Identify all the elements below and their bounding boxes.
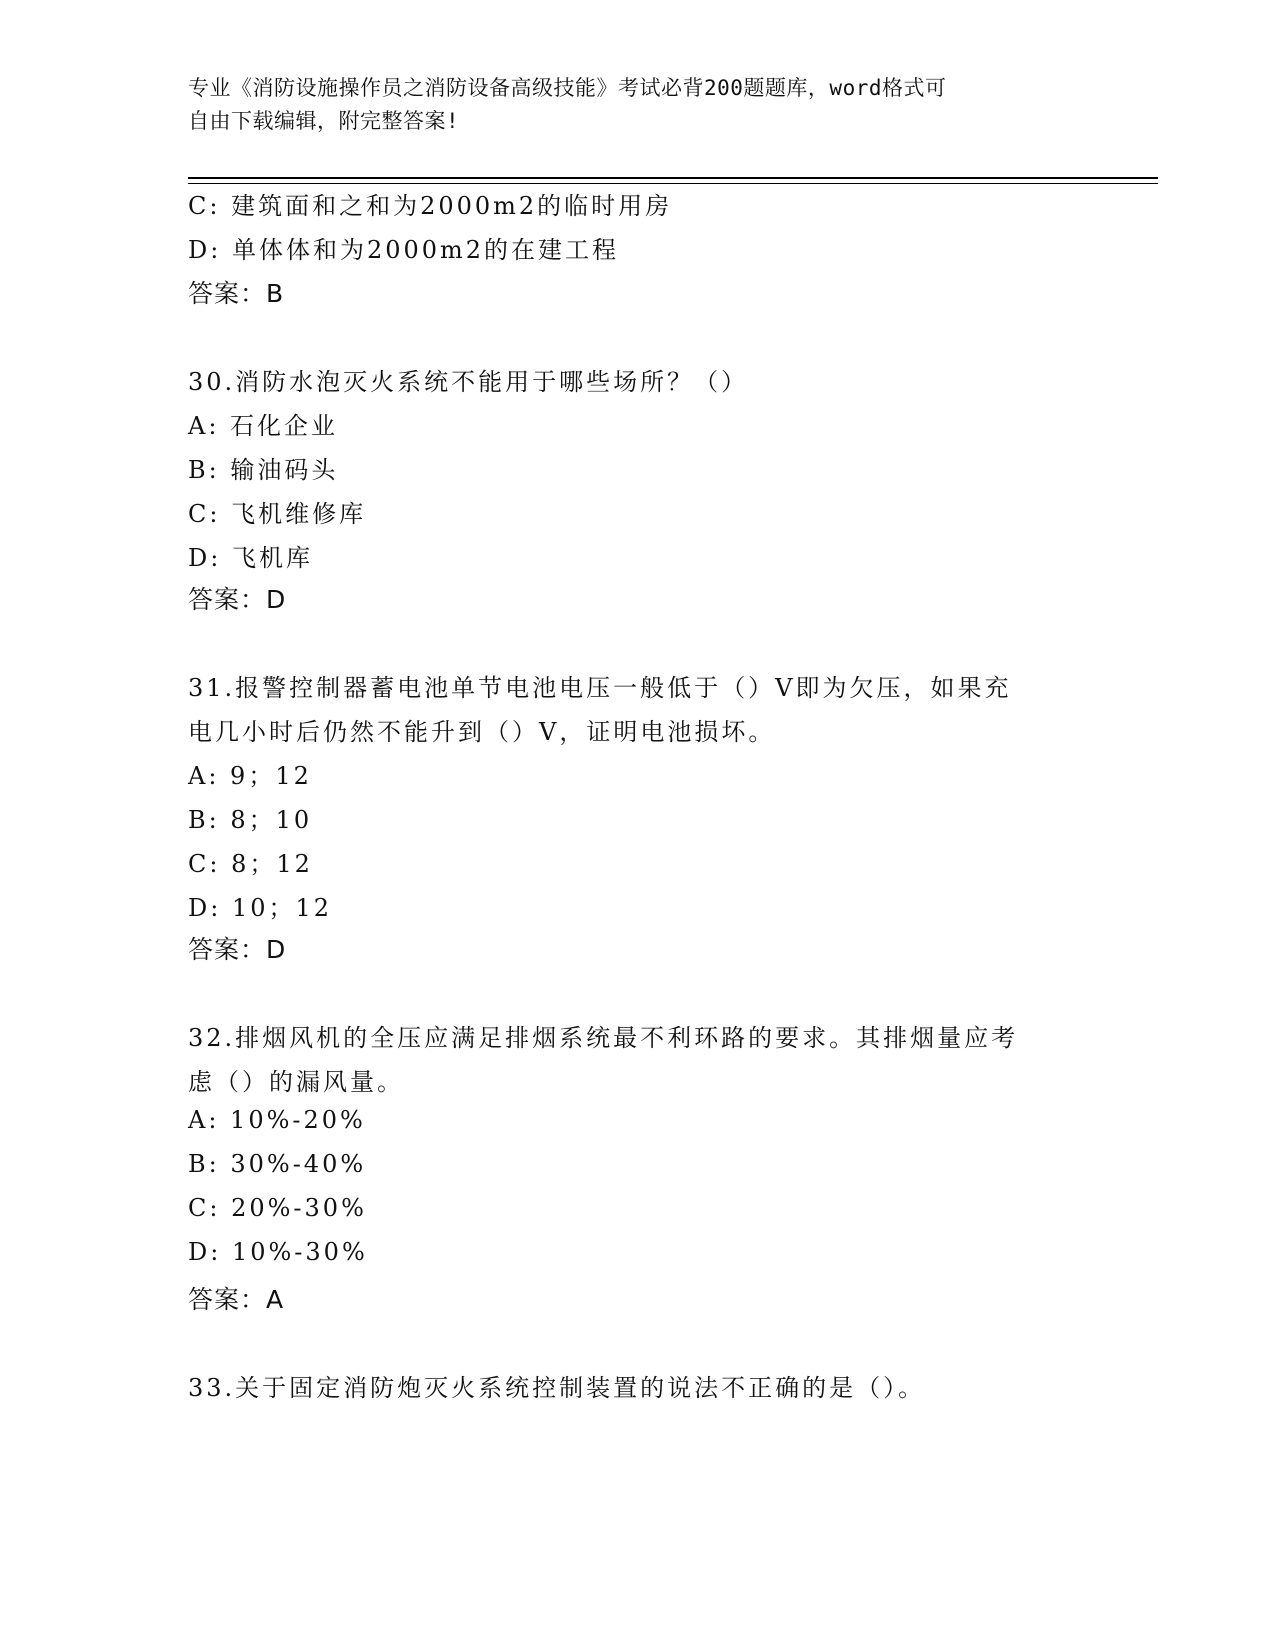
document-header [188, 72, 1088, 138]
q30-answer: 答案：D [188, 585, 287, 614]
header-line-2: 自由下载编辑，附完整答案! [188, 109, 460, 133]
q31-question-line-2: 电几小时后仍然不能升到（）V，证明电池损坏。 [188, 718, 776, 746]
q32-option-a: A: 10%-20% [188, 1106, 366, 1134]
q32-option-d: D: 10%-30% [188, 1238, 368, 1266]
prev-option-c: C: 建筑面和之和为2000m2的临时用房 [188, 192, 673, 220]
q32-question-line-1: 32.排烟风机的全压应满足排烟系统最不利环路的要求。其排烟量应考 [188, 1024, 1019, 1052]
q30-option-c: C: 飞机维修库 [188, 500, 367, 528]
q32-answer: 答案：A [188, 1285, 285, 1314]
q30-option-d: D: 飞机库 [188, 544, 313, 572]
q33-question: 33.关于固定消防炮灭火系统控制装置的说法不正确的是（）。 [188, 1374, 926, 1402]
q32-option-b: B: 30%-40% [188, 1150, 367, 1178]
q32-question-line-2: 虑（）的漏风量。 [188, 1068, 404, 1096]
prev-answer: 答案：B [188, 279, 285, 308]
q30-option-a: A: 石化企业 [188, 412, 339, 440]
q31-option-c: C: 8；12 [188, 850, 313, 878]
header-line-1: 专业《消防设施操作员之消防设备高级技能》考试必背200题题库，word格式可 [188, 76, 947, 100]
header-divider-thick [188, 177, 1158, 179]
prev-option-d: D: 单体体和为2000m2的在建工程 [188, 236, 620, 264]
q31-option-b: B: 8；10 [188, 806, 313, 834]
q31-answer: 答案：D [188, 935, 287, 964]
q31-option-a: A: 9；12 [188, 762, 312, 790]
header-divider-thin [188, 183, 1158, 184]
q32-option-c: C: 20%-30% [188, 1194, 367, 1222]
q31-option-d: D: 10；12 [188, 894, 333, 922]
q30-question: 30.消防水泡灭火系统不能用于哪些场所？（） [188, 368, 749, 396]
q30-option-b: B: 输油码头 [188, 456, 339, 484]
q31-question-line-1: 31.报警控制器蓄电池单节电池电压一般低于（）V即为欠压，如果充 [188, 674, 1012, 702]
